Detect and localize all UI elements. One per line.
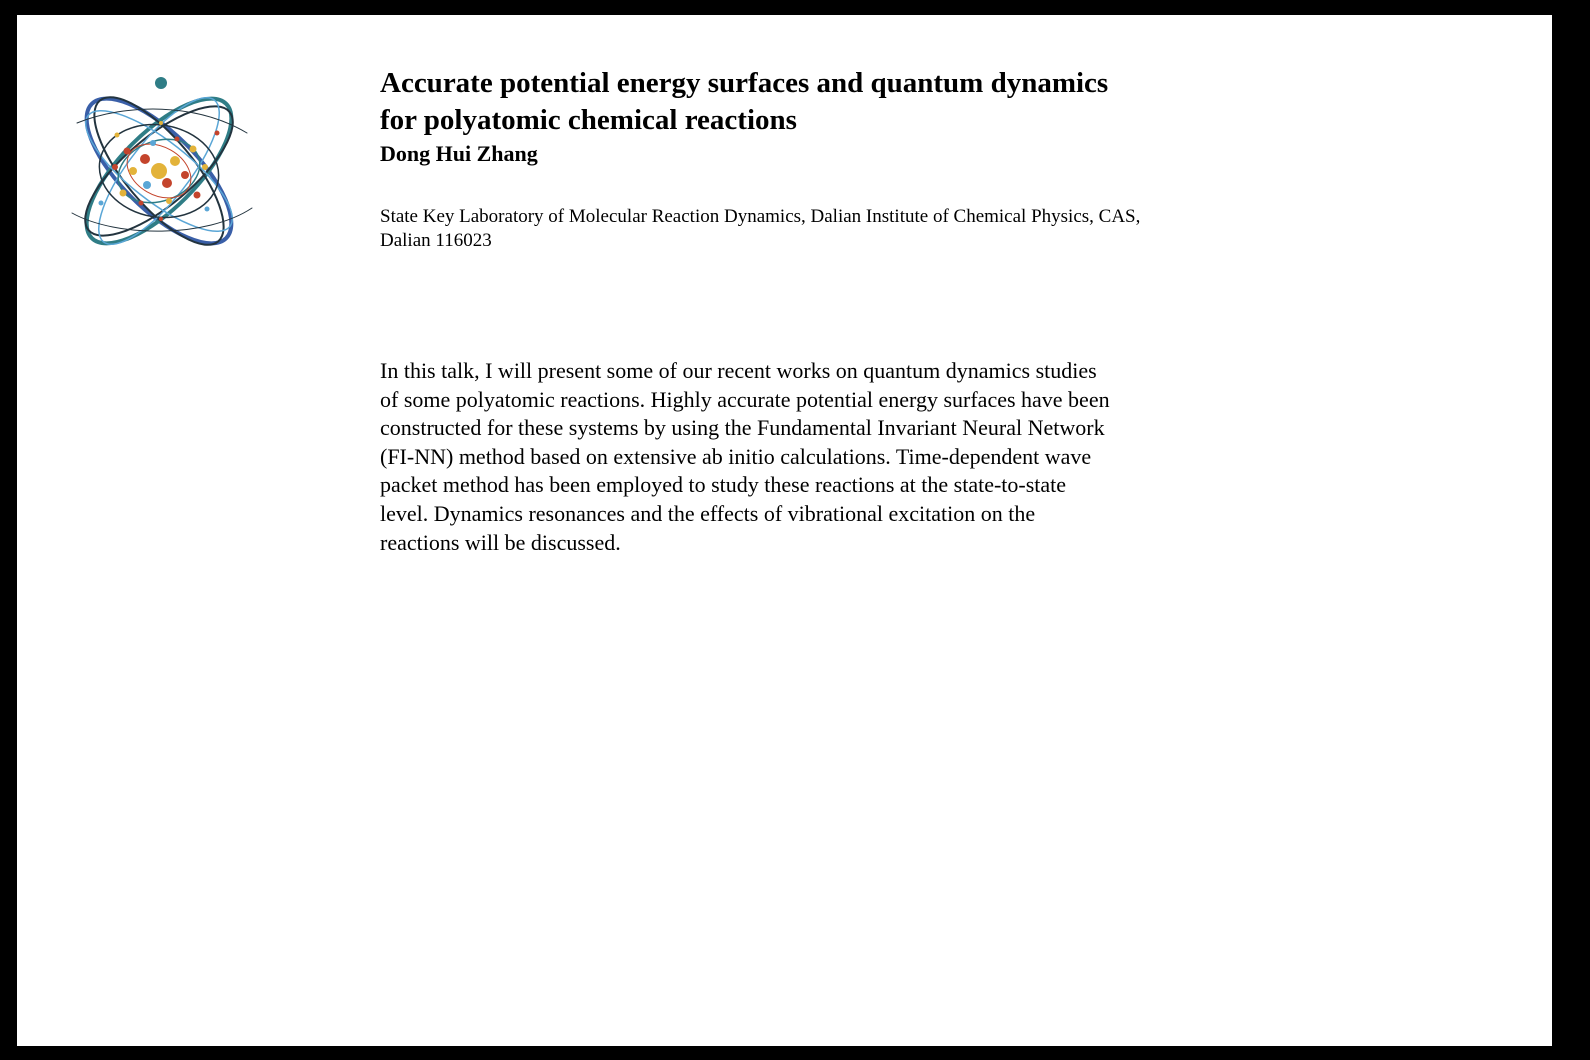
affiliation-line: State Key Laboratory of Molecular Reaction Dynamics, Dalian Institute of Chemical Physics, CAS, [380, 206, 1141, 227]
document-page [17, 15, 1552, 1046]
author-name: Dong Hui Zhang [380, 141, 538, 166]
affiliation [380, 205, 1230, 253]
abstract [380, 357, 1210, 557]
abstract-line: In this talk, I will present some of our recent works on quantum dynamics studies [380, 358, 1097, 383]
title-line: Accurate potential energy surfaces and quantum dynamics [380, 67, 1109, 99]
abstract-line: reactions will be discussed. [380, 529, 621, 555]
abstract-line: packet method has been employed to study these reactions at the state-to-state [380, 472, 1067, 498]
abstract-line: of some polyatomic reactions. Highly accurate potential energy surfaces have been [380, 386, 1110, 412]
affiliation-line: Dalian 116023 [380, 230, 492, 251]
atom-orbits-icon [57, 63, 262, 273]
document-title [380, 65, 1230, 139]
atom-logo-icon [57, 63, 262, 273]
document-body [380, 65, 1230, 557]
abstract-line: (FI-NN) method based on extensive ab initio calculations. Time-dependent wave [380, 443, 1092, 469]
abstract-line: constructed for these systems by using the Fundamental Invariant Neural Network [380, 415, 1105, 441]
title-line: for polyatomic chemical reactions [380, 104, 797, 136]
abstract-line: level. Dynamics resonances and the effects of vibrational excitation on the [380, 500, 1036, 526]
